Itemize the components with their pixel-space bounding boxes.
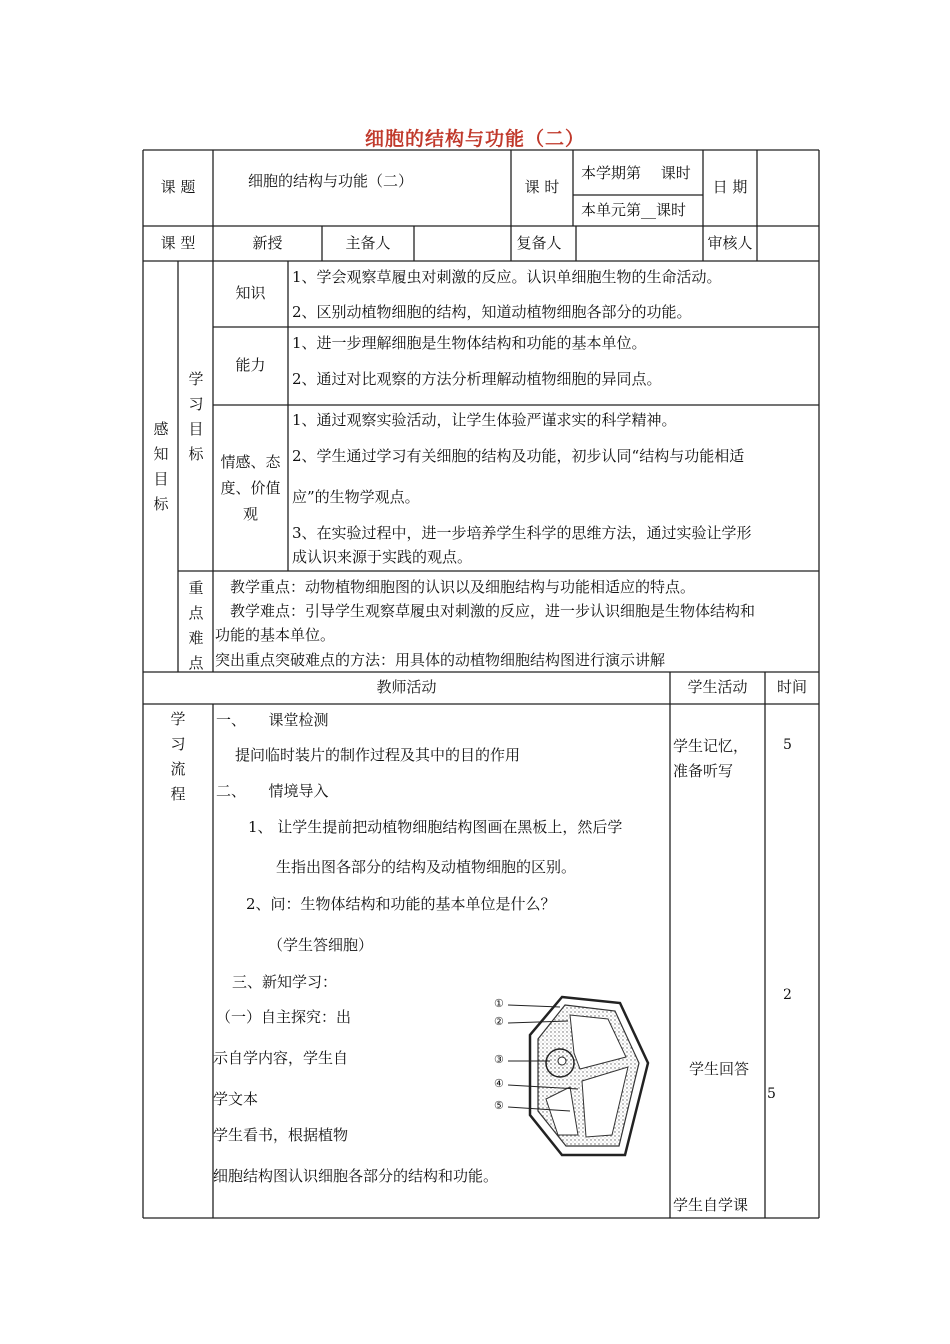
teacher-line: 二、 情境导入 xyxy=(216,782,329,800)
time-header: 时间 xyxy=(776,678,807,697)
period-unit: 本单元第__课时 xyxy=(581,201,687,219)
student-activity: 学生回答 xyxy=(689,1060,750,1078)
teacher-line: 生指出图各部分的结构及动植物细胞的区别。 xyxy=(276,858,577,876)
diagram-label: ③ xyxy=(494,1053,504,1066)
teacher-line: （学生答细胞） xyxy=(268,936,374,954)
emotion-item: 2、学生通过学习有关细胞的结构及功能，初步认同“结构与功能相适 xyxy=(292,447,745,465)
diagram-label: ④ xyxy=(494,1077,504,1090)
diagram-label: ② xyxy=(494,1015,504,1028)
period-semester: 本学期第 课时 xyxy=(581,164,691,182)
main-preparer-label: 主备人 xyxy=(345,233,391,252)
knowledge-item: 2、区别动植物细胞的结构，知道动植物细胞各部分的功能。 xyxy=(292,303,692,321)
topic-label: 课 题 xyxy=(160,178,196,197)
knowledge-label: 知识 xyxy=(235,284,266,303)
keypoints-label: 重点难点 xyxy=(188,579,204,672)
teacher-line: 1、 让学生提前把动植物细胞结构图画在黑板上，然后学 xyxy=(248,818,623,836)
emotion-item: 成认识来源于实践的观点。 xyxy=(292,548,473,566)
diagram-label: ⑤ xyxy=(494,1099,504,1112)
emotion-item: 应”的生物学观点。 xyxy=(292,488,420,506)
student-activity: 学生记忆， xyxy=(673,737,749,755)
teacher-line: 2、问：生物体结构和功能的基本单位是什么？ xyxy=(246,895,556,913)
ability-item: 2、通过对比观察的方法分析理解动植物细胞的异同点。 xyxy=(292,370,662,388)
teacher-line: 学生看书，根据植物 xyxy=(213,1126,349,1144)
keypoint-line: 教学重点：动物植物细胞图的认识以及细胞结构与功能相适应的特点。 xyxy=(215,578,696,596)
time-value: 5 xyxy=(767,1086,776,1102)
type-value: 新授 xyxy=(252,233,283,252)
knowledge-item: 1、学会观察草履虫对刺激的反应。认识单细胞生物的生命活动。 xyxy=(292,268,722,286)
ability-item: 1、进一步理解细胞是生物体结构和功能的基本单位。 xyxy=(292,334,647,352)
student-activity-header: 学生活动 xyxy=(687,678,748,697)
learning-goal-label: 学习目标 xyxy=(188,370,204,463)
teacher-activity-header: 教师活动 xyxy=(376,678,437,697)
emotion-label: 情感、态度、价值观 xyxy=(220,453,281,523)
emotion-item: 3、在实验过程中，进一步培养学生科学的思维方法，通过实验让学形 xyxy=(292,524,752,542)
keypoint-line: 功能的基本单位。 xyxy=(215,626,336,644)
keypoint-line: 突出重点突破难点的方法：用具体的动植物细胞结构图进行演示讲解 xyxy=(215,651,666,669)
time-value: 5 xyxy=(783,737,792,753)
co-preparer-label: 复备人 xyxy=(516,233,562,252)
period-label: 课 时 xyxy=(524,178,560,197)
teacher-line: 一、 课堂检测 xyxy=(216,711,329,729)
perception-goal-label: 感知目标 xyxy=(153,420,169,513)
teacher-line: 学文本 xyxy=(213,1090,259,1108)
time-value: 2 xyxy=(783,987,792,1003)
emotion-item: 1、通过观察实验活动，让学生体验严谨求实的科学精神。 xyxy=(292,411,677,429)
teacher-line: 示自学内容，学生自 xyxy=(213,1049,349,1067)
keypoint-line: 教学难点：引导学生观察草履虫对刺激的反应，进一步认识细胞是生物体结构和 xyxy=(215,602,756,620)
topic-value: 细胞的结构与功能（二） xyxy=(248,172,414,190)
student-activity: 学生自学课 xyxy=(673,1196,749,1214)
teacher-line: （一）自主探究：出 xyxy=(216,1008,352,1026)
diagram-label: ① xyxy=(494,997,504,1010)
date-label: 日 期 xyxy=(712,178,748,197)
document-title: 细胞的结构与功能（二） xyxy=(364,128,585,150)
teacher-line: 提问临时装片的制作过程及其中的目的作用 xyxy=(220,746,521,764)
reviewer-label: 审核人 xyxy=(707,233,753,252)
student-activity: 准备听写 xyxy=(673,762,734,780)
plant-cell-diagram xyxy=(490,995,650,1161)
learning-process-label: 学习流程 xyxy=(170,710,186,803)
type-label: 课 型 xyxy=(160,233,196,252)
teacher-line: 细胞结构图认识细胞各部分的结构和功能。 xyxy=(213,1167,499,1185)
teacher-line: 三、新知学习： xyxy=(232,973,338,991)
ability-label: 能力 xyxy=(235,356,266,375)
